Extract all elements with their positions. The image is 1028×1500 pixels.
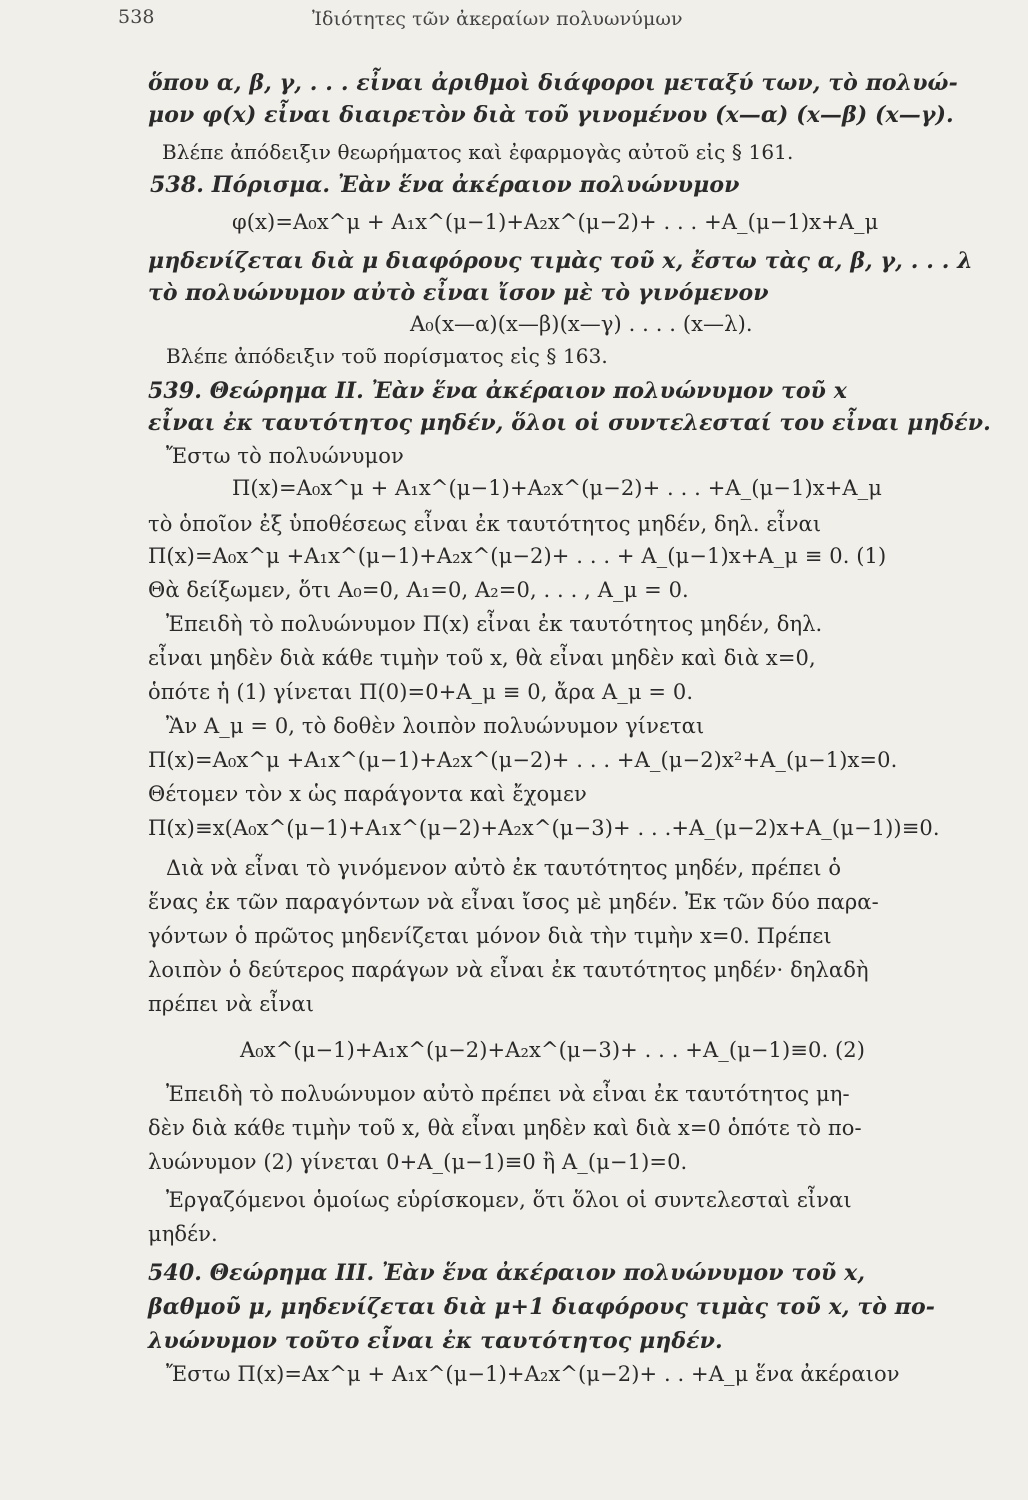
text-line-18: εἶναι μηδὲν διὰ κάθε τιμὴν τοῦ x, θὰ εἶναι μηδὲν καὶ διὰ x=0, (148, 646, 816, 670)
text-line-6: μηδενίζεται διὰ μ διαφόρους τιμὰς τοῦ x, ἔστω τὰς α, β, γ, . . . λ (148, 248, 973, 274)
text-line-27: λοιπὸν ὁ δεύτερος παράγων νὰ εἶναι ἐκ ταυτότητος μηδέν· δηλαδὴ (148, 958, 869, 982)
text-line-16: Θὰ δείξωμεν, ὅτι A₀=0, A₁=0, A₂=0, . . . , A_μ = 0. (148, 578, 689, 602)
text-line-17: Ἐπειδὴ τὸ πολυώνυμον Π(x) εἶναι ἐκ ταυτότητος μηδέν, δηλ. (166, 612, 823, 636)
formula-pi-eq1: Π(x)=A₀x^μ +A₁x^(μ−1)+A₂x^(μ−2)+ . . . + A_(μ−1)x+A_μ ≡ 0. (1) (148, 544, 887, 568)
text-line-38: Ἔστω Π(x)=Ax^μ + A₁x^(μ−1)+A₂x^(μ−2)+ . . +A_μ ἕνα ἀκέραιον (166, 1362, 900, 1386)
text-line-12: Ἔστω τὸ πολυώνυμον (166, 444, 404, 468)
text-line-3: Βλέπε ἀπόδειξιν θεωρήματος καὶ ἐφαρμογὰς αὐτοῦ εἰς § 161. (162, 140, 794, 164)
text-line-30: Ἐπειδὴ τὸ πολυώνυμον αὐτὸ πρέπει νὰ εἶναι ἐκ ταυτότητος μη- (166, 1082, 850, 1106)
text-line-36: βαθμοῦ μ, μηδενίζεται διὰ μ+1 διαφόρους τιμὰς τοῦ x, τὸ πο- (148, 1294, 936, 1320)
formula-pi-2: Π(x)=A₀x^μ +A₁x^(μ−1)+A₂x^(μ−2)+ . . . +A_(μ−2)x²+A_(μ−1)x=0. (148, 748, 898, 772)
text-line-9: Βλέπε ἀπόδειξιν τοῦ πορίσματος εἰς § 163. (166, 344, 608, 368)
text-line-20: Ἂν A_μ = 0, τὸ δοθὲν λοιπὸν πολυώνυμον γίνεται (166, 714, 705, 738)
corollary-538-heading: 538. Πόρισμα. Ἐὰν ἕνα ἀκέραιον πολυώνυμον (150, 172, 740, 198)
theorem-539-heading: 539. Θεώρημα II. Ἐὰν ἕνα ἀκέραιον πολυώνυμον τοῦ x (148, 378, 847, 404)
text-line-19: ὁπότε ἡ (1) γίνεται Π(0)=0+A_μ ≡ 0, ἄρα A_μ = 0. (148, 680, 694, 704)
text-line-32: λυώνυμον (2) γίνεται 0+A_(μ−1)≡0 ἢ A_(μ−1)=0. (148, 1150, 688, 1174)
text-line-28: πρέπει νὰ εἶναι (148, 992, 315, 1016)
text-line-7: τὸ πολυώνυμον αὐτὸ εἶναι ἴσον μὲ τὸ γινόμενον (148, 280, 769, 306)
formula-product: A₀(x—α)(x—β)(x—γ) . . . . (x—λ). (410, 312, 753, 336)
text-line-37: λυώνυμον τοῦτο εἶναι ἐκ ταυτότητος μηδέν. (148, 1328, 723, 1354)
text-line-31: δὲν διὰ κάθε τιμὴν τοῦ x, θὰ εἶναι μηδὲν καὶ διὰ x=0 ὁπότε τὸ πο- (148, 1116, 862, 1140)
page-number: 538 (118, 6, 155, 28)
formula-phi: φ(x)=A₀x^μ + A₁x^(μ−1)+A₂x^(μ−2)+ . . . +A_(μ−1)x+A_μ (232, 210, 879, 234)
formula-pi-1: Π(x)=A₀x^μ + A₁x^(μ−1)+A₂x^(μ−2)+ . . . +A_(μ−1)x+A_μ (232, 476, 883, 500)
text-line-24: Διὰ νὰ εἶναι τὸ γινόμενον αὐτὸ ἐκ ταυτότητος μηδέν, πρέπει ὁ (166, 856, 842, 880)
formula-pi-factored: Π(x)≡x(A₀x^(μ−1)+A₁x^(μ−2)+A₂x^(μ−3)+ . . .+A_(μ−2)x+A_(μ−1))≡0. (148, 816, 940, 840)
text-line-2: μον φ(x) εἶναι διαιρετὸν διὰ τοῦ γινομένου (x—α) (x—β) (x—γ). (148, 102, 954, 128)
text-line-11: εἶναι ἐκ ταυτότητος μηδέν, ὅλοι οἱ συντελεσταί του εἶναι μηδέν. (148, 410, 991, 436)
text-line-34: μηδέν. (148, 1222, 218, 1246)
formula-eq2: A₀x^(μ−1)+A₁x^(μ−2)+A₂x^(μ−3)+ . . . +A_(μ−1)≡0. (2) (240, 1038, 866, 1062)
running-title: Ἰδιότητες τῶν ἀκεραίων πολυωνύμων (312, 8, 683, 30)
theorem-540-heading: 540. Θεώρημα III. Ἐὰν ἕνα ἀκέραιον πολυώνυμον τοῦ x, (148, 1260, 866, 1286)
text-line-26: γόντων ὁ πρῶτος μηδενίζεται μόνον διὰ τὴν τιμὴν x=0. Πρέπει (148, 924, 832, 948)
text-line-14: τὸ ὁποῖον ἐξ ὑποθέσεως εἶναι ἐκ ταυτότητος μηδέν, δηλ. εἶναι (148, 512, 822, 536)
text-line-1: ὅπου α, β, γ, . . . εἶναι ἀριθμοὶ διάφοροι μεταξύ των, τὸ πολυώ- (148, 70, 958, 96)
text-line-33: Ἐργαζόμενοι ὁμοίως εὑρίσκομεν, ὅτι ὅλοι οἱ συντελεσταὶ εἶναι (166, 1188, 852, 1212)
text-line-25: ἕνας ἐκ τῶν παραγόντων νὰ εἶναι ἴσος μὲ μηδέν. Ἐκ τῶν δύο παρα- (148, 890, 879, 914)
text-line-22: Θέτομεν τὸν x ὡς παράγοντα καὶ ἔχομεν (148, 782, 587, 806)
